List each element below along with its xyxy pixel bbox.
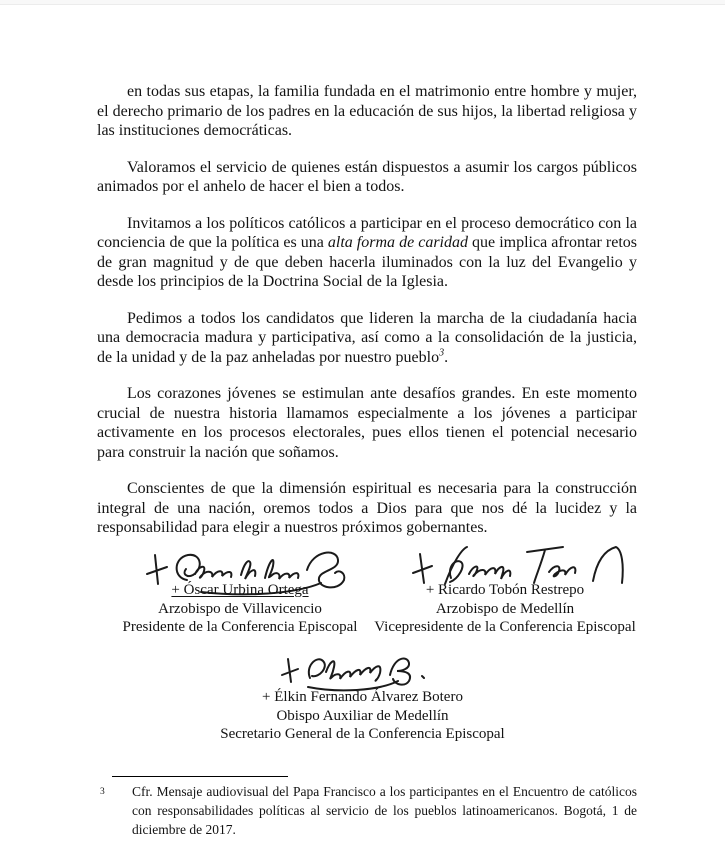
- signature-block-secretary: [0, 688, 725, 744]
- signature-block-vicepresident: [355, 581, 655, 637]
- footnote-text: Cfr. Mensaje audiovisual del Papa Francisco a los participantes en el Encuentro de católicos con responsabilidades políticas al servicio de los pueblos latinoamericanos. Bogotá, 1 de diciembre de 2017.: [132, 784, 637, 837]
- paragraph-1: en todas sus etapas, la familia fundada en el matrimonio entre hombre y mujer, el derecho primario de los padres en la educación de sus hijos, la libertad religiosa y las instituciones democráticas.: [97, 83, 637, 139]
- signer-title: Presidente de la Conferencia Episcopal: [122, 619, 358, 635]
- paragraph-4-text-end: .: [444, 348, 449, 366]
- signer-role: Arzobispo de Medellín: [435, 600, 575, 617]
- document-body: [97, 82, 637, 555]
- paragraph-3-text-end: que implica afrontar retos de gran magnitud y de que deben hacerla iluminados con la luz del Evangelio y desde los principios de la Doctrina Social de la Iglesia.: [97, 234, 637, 290]
- paragraph-3-text: Invitamos a los políticos católicos a participar en el proceso democrático con la conciencia de que la política es una: [97, 214, 637, 251]
- footnote: [100, 782, 637, 839]
- footnote-marker: 3: [100, 787, 105, 797]
- page-top-edge: [0, 0, 725, 5]
- footnote-separator: [112, 776, 288, 777]
- signer-role: Obispo Auxiliar de Medellín: [276, 707, 449, 724]
- signer-title: Secretario General de la Conferencia Episcopal: [220, 726, 505, 742]
- signer-title: Vicepresidente de la Conferencia Episcopal: [374, 619, 636, 635]
- italic-phrase: alta forma de caridad: [327, 234, 468, 251]
- paragraph-2: Valoramos el servicio de quienes están dispuestos a asumir los cargos públicos animados por el anhelo de hacer el bien a todos.: [97, 158, 637, 195]
- signer-name: + Élkin Fernando Álvarez Botero: [262, 689, 463, 705]
- signature-block-president: [90, 581, 390, 637]
- paragraph-4: [97, 309, 637, 368]
- signer-name: + Ricardo Tobón Restrepo: [425, 582, 585, 598]
- paragraph-5: Los corazones jóvenes se estimulan ante desafíos grandes. En este momento crucial de nuestra historia llamamos especialmente a los jóvenes a participar activamente en los procesos electorales, pues ellos tienen el potencial necesario para construir la nación que soñamos.: [97, 385, 637, 461]
- paragraph-3: [97, 214, 637, 292]
- signer-name: + Óscar Urbina Ortega: [171, 582, 309, 598]
- footnote-reference: 3: [439, 347, 445, 359]
- paragraph-4-text: Pedimos a todos los candidatos que lideren la marcha de la ciudadanía hacia una democracia madura y participativa, así como a la consolidación de la justicia, de la unidad y de la paz anheladas por nuestro pueblo: [97, 309, 637, 366]
- paragraph-6: Conscientes de que la dimensión espiritual es necesaria para la construcción integral de una nación, oremos todos a Dios para que nos dé la lucidez y la responsabilidad para elegir a nuestros próximos gobernantes.: [97, 480, 637, 536]
- signer-role: Arzobispo de Villavicencio: [158, 600, 322, 617]
